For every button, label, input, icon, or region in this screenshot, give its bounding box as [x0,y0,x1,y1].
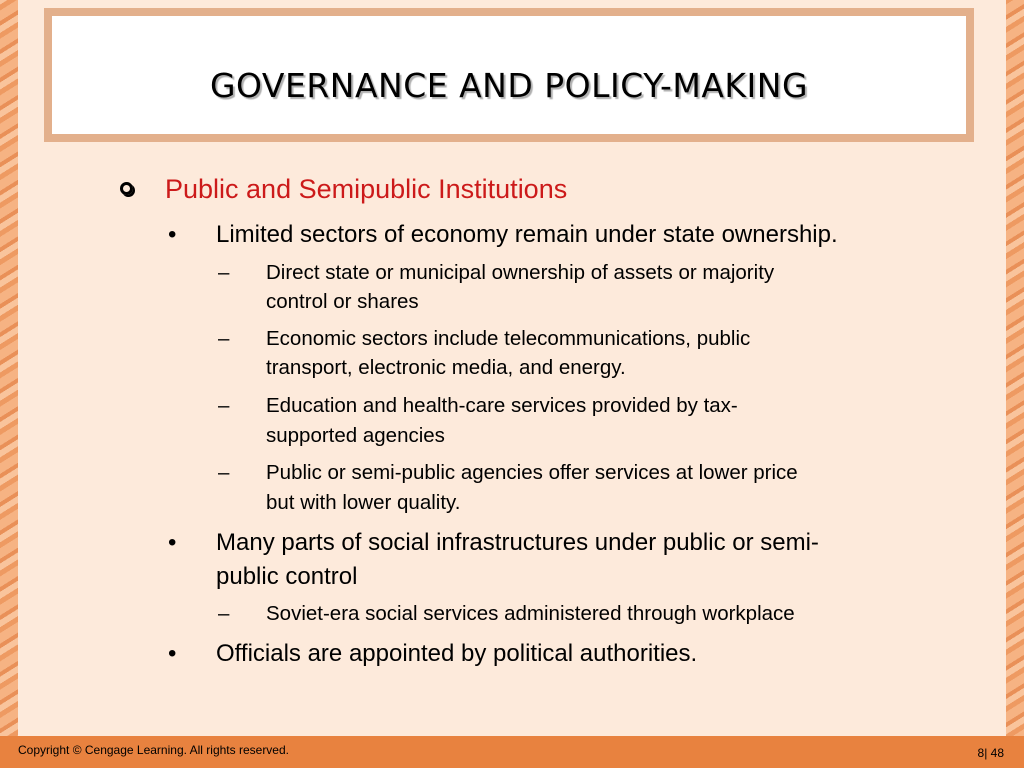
sub-bullet-marker: – [218,461,230,484]
bullet-text: Officials are appointed by political authorities. [216,640,698,667]
circle-bullet-icon [120,182,133,195]
bullet-marker: • [168,640,177,667]
sub-bullet-text: control or shares [266,290,419,313]
bullet-text: Limited sectors of economy remain under state ownership. [216,221,838,248]
section-heading: Public and Semipublic Institutions [165,174,568,204]
sub-bullet-marker: – [218,602,230,625]
bullet-text: public control [216,563,358,590]
sub-bullet-marker: – [218,327,230,350]
sub-bullet-text: Public or semi-public agencies offer services at lower price [266,461,798,484]
bullet-marker: • [168,529,177,556]
copyright-text: Copyright © Cengage Learning. All rights reserved. [18,743,289,757]
bullet-marker: • [168,221,177,248]
footer-bar [0,736,1024,768]
sub-bullet-text: Soviet-era social services administered through workplace [266,602,795,625]
sub-bullet-text: Direct state or municipal ownership of assets or majority [266,261,775,284]
sub-bullet-text: supported agencies [266,424,445,447]
sub-bullet-text: but with lower quality. [266,491,461,514]
sub-bullet-marker: – [218,261,230,284]
sub-bullet-text: Economic sectors include telecommunications, public [266,327,751,350]
page-number: 8| 48 [977,746,1004,760]
sub-bullet-marker: – [218,394,230,417]
slide-title: GOVERNANCE AND POLICY-MAKING [209,66,809,105]
bullet-text: Many parts of social infrastructures under public or semi- [216,529,819,556]
sub-bullet-text: transport, electronic media, and energy. [266,356,626,379]
sub-bullet-text: Education and health-care services provided by tax- [266,394,738,417]
